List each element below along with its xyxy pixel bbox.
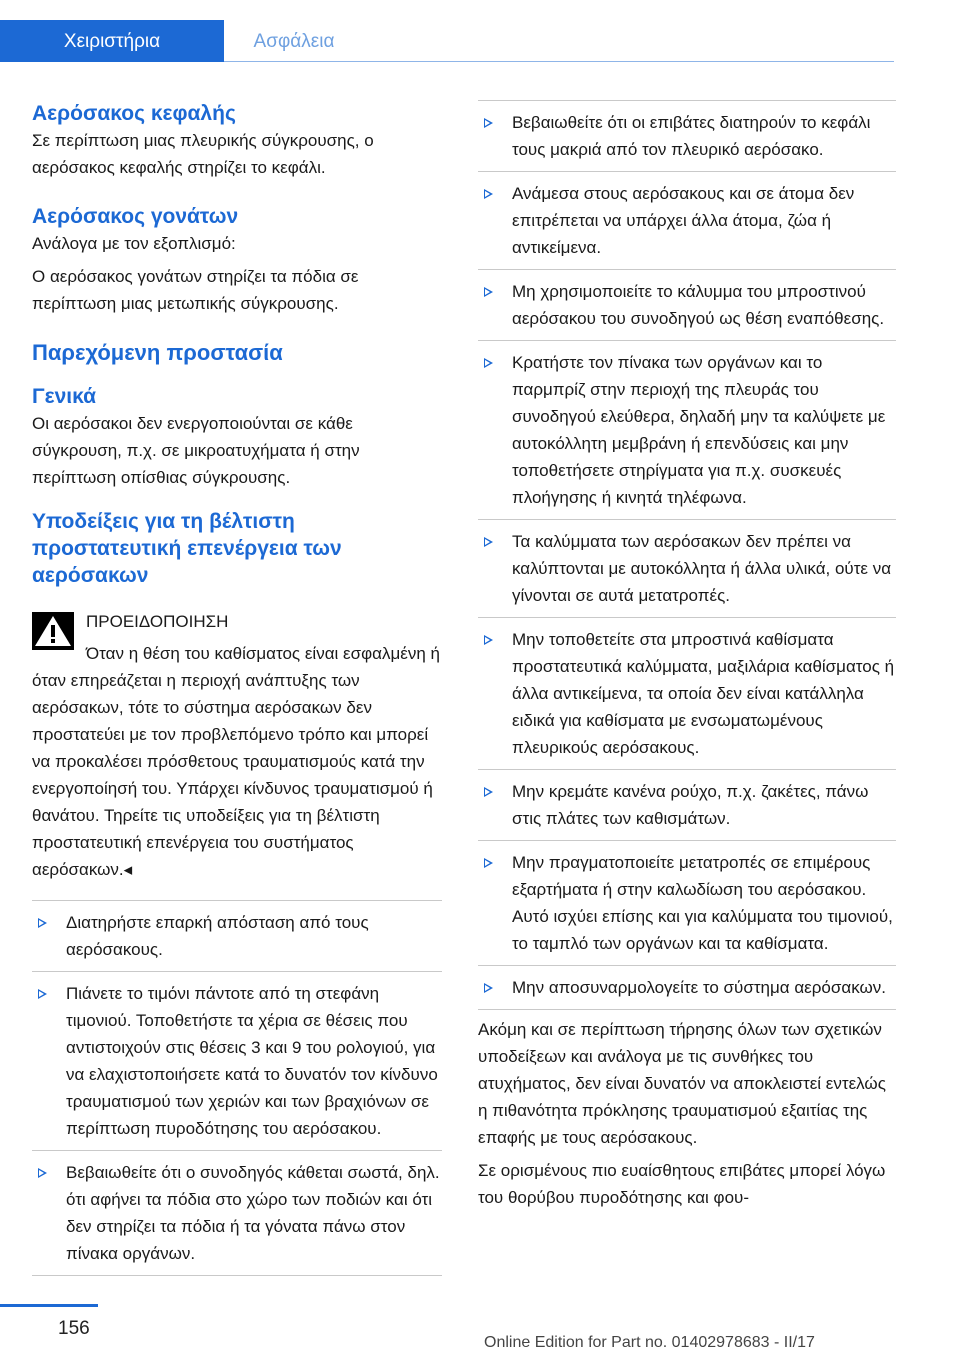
list-item: Βεβαιωθείτε ότι οι επιβάτες διατηρούν το κεφάλι τους μακριά από τον πλευρικό αερόσακο. [478, 100, 896, 171]
paragraph-sensitive-passengers: Σε ορισμένους πιο ευαίσθητους επιβάτες μπορεί λόγω του θορύβου πυροδότησης και φου- [478, 1161, 886, 1207]
list-item: Πιάνετε το τιμόνι πάντοτε από τη στεφάνη τιμονιού. Τοποθετήστε τα χέρια σε θέσεις που αντιστοιχούν στις θέσεις 3 και 9 του ρολογιού, για να ελαχιστοποιήσετε κατά το δυνατόν τον κίνδυνο τραυματισμού των χεριών και των βραχιόνων σε περίπτωση πυροδότησης του αερόσακου. [32, 971, 442, 1150]
bullet-triangle-icon [484, 635, 493, 645]
list-item: Μην αποσυναρμολογείτε το σύστημα αερόσακων. [478, 965, 896, 1010]
list-item: Μην κρεμάτε κανένα ρούχο, π.χ. ζακέτες, πάνω στις πλάτες των καθισμάτων. [478, 769, 896, 840]
left-bullet-list [32, 900, 442, 1276]
bullet-triangle-icon [38, 918, 47, 928]
bullet-triangle-icon [484, 858, 493, 868]
list-item: Διατηρήστε επαρκή απόσταση από τους αερόσακους. [32, 900, 442, 971]
bullet-triangle-icon [484, 118, 493, 128]
bullet-triangle-icon [484, 358, 493, 368]
list-item: Μην τοποθετείτε στα μπροστινά καθίσματα προστατευτικά καλύμματα, μαξιλάρια καθίσματος ή άλλα αντικείμενα, τα οποία δεν είναι κατάλληλα ειδικά για καθίσματα με ενσωματωμένους πλευρικούς αερόσακους. [478, 617, 896, 769]
right-column [478, 100, 896, 1211]
list-item: Ανάμεσα στους αερόσακους και σε άτομα δεν επιτρέπεται να υπάρχει άλλα άτομα, ζώα ή αντικείμενα. [478, 171, 896, 269]
page-number: 156 [58, 1318, 90, 1339]
bullet-triangle-icon [38, 989, 47, 999]
footer-accent-line [0, 1304, 98, 1307]
tab-controls[interactable]: Χειριστήρια [0, 20, 224, 62]
tab-safety[interactable]: Ασφάλεια [253, 31, 335, 52]
list-item: Τα καλύμματα των αερόσακων δεν πρέπει να καλύπτονται με αυτοκόλλητα ή άλλα υλικά, ούτε να γίνονται σε αυτά μετατροπές. [478, 519, 896, 617]
paragraph-general: Οι αερόσακοι δεν ενεργοποιούνται σε κάθε σύγκρουση, π.χ. σε μικροατυχήματα ή στην περίπτωση οπίσθιας σύγκρουσης. [32, 414, 360, 487]
heading-general: Γενικά [32, 385, 97, 408]
paragraph-knee-airbag: Ο αερόσακος γονάτων στηρίζει τα πόδια σε περίπτωση μιας μετωπικής σύγκρουσης. [32, 267, 359, 313]
warning-block [32, 608, 442, 883]
paragraph-head-airbag: Σε περίπτωση μιας πλευρικής σύγκρουσης, ο αερόσακος κεφαλής στηρίζει το κεφάλι. [32, 131, 374, 177]
warning-triangle-icon [32, 612, 74, 650]
bullet-triangle-icon [484, 287, 493, 297]
list-item: Κρατήστε τον πίνακα των οργάνων και το παρμπρίζ στην περιοχή της πλευράς του συνοδηγού ελεύθερα, δηλαδή μην τα καλύψετε με αυτοκόλλητη μεμβράνη ή επενδύσεις και μην τοποθετήσετε στηρίγματα για π.χ. συσκευές πλοήγησης ή κινητά τηλέφωνα. [478, 340, 896, 519]
bullet-triangle-icon [484, 787, 493, 797]
list-item: Μην πραγματοποιείτε μετατροπές σε επιμέρους εξαρτήματα ή στην καλωδίωση του αερόσακου. Αυτό ισχύει επίσης και για καλύμματα του τιμονιού, το ταμπλό των οργάνων και τα καθίσματα. [478, 840, 896, 965]
bullet-triangle-icon [484, 983, 493, 993]
heading-head-airbag: Αερόσακος κεφαλής [32, 102, 236, 125]
bullet-triangle-icon [484, 537, 493, 547]
list-item: Βεβαιωθείτε ότι ο συνοδηγός κάθεται σωστά, δηλ. ότι αφήνει τα πόδια στο χώρο των ποδιών και ότι δεν στηρίζει τα πόδια ή τα γόνατα πάνω στον πίνακα οργάνων. [32, 1150, 442, 1276]
heading-knee-airbag: Αερόσακος γονάτων [32, 205, 239, 228]
header-tab-bar [0, 20, 960, 62]
header-rule [224, 61, 894, 62]
heading-provided-protection: Παρεχόμενη προστασία [32, 340, 283, 365]
list-item: Μη χρησιμοποιείτε το κάλυμμα του μπροστινού αερόσακου του συνοδηγού ως θέση εναπόθεσης. [478, 269, 896, 340]
edition-footer: Online Edition for Part no. 01402978683 - II/17 [484, 1334, 815, 1351]
warning-text: Όταν η θέση του καθίσματος είναι εσφαλμένη ή όταν επηρεάζεται η περιοχή ανάπτυξης των αερόσακων, τότε το σύστημα αερόσακων δεν προστατεύει με τον προβλεπόμενο τρόπο και μπορεί να προκαλέσει πρόσθετους τραυματισμούς κατά την ενεργοποίησή του. Υπάρχει κίνδυνος τραυματισμού ή θανάτου. Τηρείτε τις υποδείξεις για τη βέλτιστη προστατευτική επενέργεια του συστήματος αερόσακων.◂ [32, 644, 440, 879]
paragraph-residual-risk: Ακόμη και σε περίπτωση τήρησης όλων των σχετικών υποδείξεων και ανάλογα με τις συνθήκες του ατυχήματος, δεν είναι δυνατόν να αποκλειστεί εντελώς η πιθανότητα πρόκλησης τραυματισμού εξαιτίας της επαφής με τους αερόσακους. [478, 1020, 886, 1147]
bullet-triangle-icon [38, 1168, 47, 1178]
warning-title: ΠΡΟΕΙΔΟΠΟΙΗΣΗ [86, 612, 229, 631]
paragraph-knee-equipment: Ανάλογα με τον εξοπλισμό: [32, 234, 236, 253]
bullet-triangle-icon [484, 189, 493, 199]
left-column [32, 100, 442, 1276]
right-bullet-list [478, 100, 896, 1010]
heading-optimal-protection: Υποδείξεις για τη βέλτιστη προστατευτική επενέργεια των αερόσακων [32, 510, 342, 587]
